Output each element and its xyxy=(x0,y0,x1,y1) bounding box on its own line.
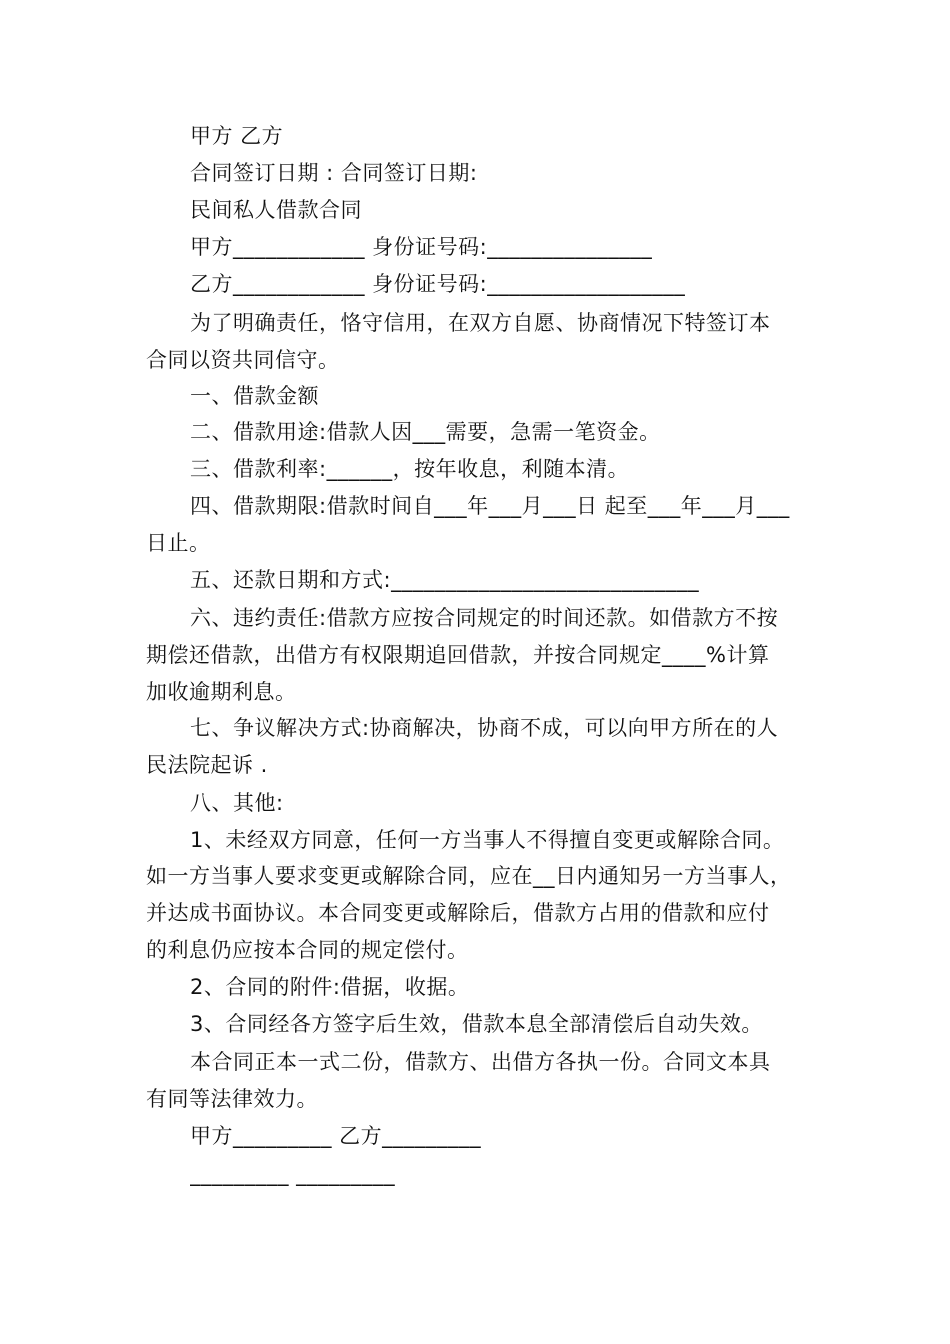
clause-8-item-1-line-3: 并达成书面协议。本合同变更或解除后，借款方占用的借款和应付 xyxy=(146,901,770,925)
clause-6-line-1: 六、违约责任:借款方应按合同规定的时间还款。如借款方不按 xyxy=(190,606,779,630)
header-parties: 甲方 乙方 xyxy=(190,124,284,148)
clause-6-line-3: 加收逾期利息。 xyxy=(146,680,297,704)
signature-blanks: _________ _________ xyxy=(190,1162,396,1186)
preamble-line-2: 合同以资共同信守。 xyxy=(146,348,340,372)
clause-1: 一、借款金额 xyxy=(190,384,319,408)
clause-8-item-1-line-2: 如一方当事人要求变更或解除合同，应在__日内通知另一方当事人， xyxy=(146,864,792,888)
signature-parties: 甲方_________ 乙方_________ xyxy=(190,1124,482,1148)
clause-5: 五、还款日期和方式:____________________________ xyxy=(190,568,700,592)
clause-8-item-1-line-4: 的利息仍应按本合同的规定偿付。 xyxy=(146,938,469,962)
copies-line-1: 本合同正本一式二份，借款方、出借方各执一份。合同文本具 xyxy=(190,1050,771,1074)
clause-8-heading: 八、其他: xyxy=(190,791,284,815)
clause-6-line-2: 期偿还借款，出借方有权限期追回借款，并按合同规定____%计算 xyxy=(146,643,770,667)
clause-4-line-2: 日止。 xyxy=(146,531,211,555)
copies-line-2: 有同等法律效力。 xyxy=(146,1087,318,1111)
clause-7-line-2: 民法院起诉 . xyxy=(146,753,268,777)
clause-8-item-1-line-1: 1、未经双方同意，任何一方当事人不得擅自变更或解除合同。 xyxy=(190,828,785,852)
party-b-id-line: 乙方____________ 身份证号码:__________________ xyxy=(190,272,686,296)
clause-8-item-3: 3、合同经各方签字后生效，借款本息全部清偿后自动失效。 xyxy=(190,1012,763,1036)
preamble-line-1: 为了明确责任，恪守信用，在双方自愿、协商情况下特签订本 xyxy=(190,311,771,335)
clause-8-item-2: 2、合同的附件:借据，收据。 xyxy=(190,975,470,999)
document-title: 民间私人借款合同 xyxy=(190,198,362,222)
clause-2: 二、借款用途:借款人因___需要，急需一笔资金。 xyxy=(190,420,661,444)
clause-7-line-1: 七、争议解决方式:协商解决，协商不成，可以向甲方所在的人 xyxy=(190,716,779,740)
header-sign-dates: 合同签订日期 : 合同签订日期: xyxy=(190,161,478,185)
clause-4-line-1: 四、借款期限:借款时间自___年___月___日 起至___年___月___ xyxy=(190,494,790,518)
clause-3: 三、借款利率:______，按年收息，利随本清。 xyxy=(190,457,630,481)
party-a-id-line: 甲方____________ 身份证号码:_______________ xyxy=(190,235,653,259)
